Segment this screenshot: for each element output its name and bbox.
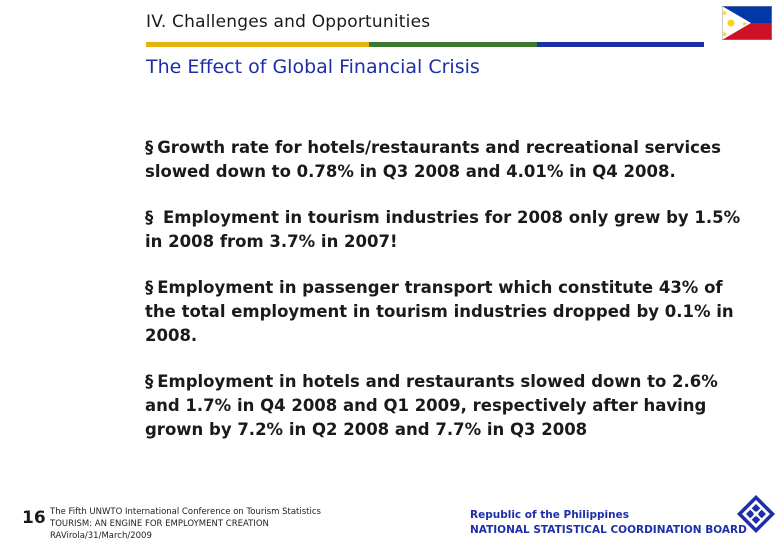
stripe-segment [592, 42, 648, 47]
bullet-marker: § [145, 372, 154, 391]
conference-line: The Fifth UNWTO International Conference on Tourism Statistics [50, 507, 321, 517]
bullet-marker: § [145, 138, 154, 157]
bullet-item [145, 206, 745, 254]
bullet-item [145, 370, 745, 442]
stripe-segment [146, 42, 202, 47]
section-title: IV. Challenges and Opportunities [146, 12, 431, 32]
bullet-item [145, 136, 745, 184]
conference-line: TOURISM: AN ENGINE FOR EMPLOYMENT CREATION [50, 519, 269, 529]
bullet-item [145, 276, 745, 348]
bullet-marker: § [145, 278, 154, 297]
stripe-segment [202, 42, 258, 47]
conference-info [50, 506, 321, 542]
org-line: NATIONAL STATISTICAL COORDINATION BOARD [470, 524, 747, 536]
organization-info [470, 508, 747, 538]
stripe-segment [369, 42, 425, 47]
header-color-stripe [146, 42, 704, 47]
stripe-segment [313, 42, 369, 47]
org-line: Republic of the Philippines [470, 509, 629, 521]
stripe-segment [258, 42, 314, 47]
stripe-segment [648, 42, 704, 47]
philippine-flag-icon [722, 6, 772, 40]
page-number: 16 [22, 508, 46, 528]
bullet-marker: § [145, 208, 154, 227]
bullet-text: Employment in tourism industries for 2008 only grew by 1.5% in 2008 from 3.7% in 2007! [145, 208, 741, 251]
bullet-text: Employment in passenger transport which constitute 43% of the total employment in tourism industries dropped by 0.1% in 2008. [145, 278, 734, 345]
stripe-segment [537, 42, 593, 47]
nscb-logo-icon [736, 494, 776, 534]
slide-title: The Effect of Global Financial Crisis [146, 56, 480, 78]
bullet-text: Employment in hotels and restaurants slowed down to 2.6% and 1.7% in Q4 2008 and Q1 2009, respectively after having grown by 7.2% in Q2 2008 and 7.7% in Q3 2008 [145, 372, 718, 439]
bullet-list [145, 136, 745, 464]
bullet-text: Growth rate for hotels/restaurants and recreational services slowed down to 0.78% in Q3 2008 and 4.01% in Q4 2008. [145, 138, 721, 181]
stripe-segment [481, 42, 537, 47]
stripe-segment [425, 42, 481, 47]
conference-line: RAVirola/31/March/2009 [50, 531, 152, 541]
